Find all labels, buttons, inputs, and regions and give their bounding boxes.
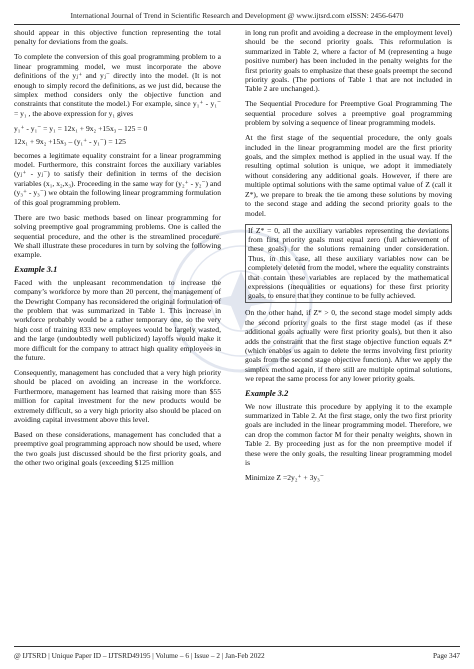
paragraph: There are two basic methods based on linear programming for solving preemptive goal programming problems. One is called the sequential procedure, and the other is the streamlined procedure. We shall illustrate these procedures in turn by solving the following example. [14,212,221,260]
paragraph: The Sequential Procedure for Preemptive Goal Programming The sequential procedure solves a preemptive goal programming problem by solving a sequence of linear programming models. [245,99,452,128]
running-footer [14,651,460,660]
equation: 12x₁ + 9x₂ +15x₃ – (y₁⁺ - y₁⁻) = 125 [14,137,126,147]
paragraph: On the other hand, if Z* > 0, the second stage model simply adds the second priority goals to the first stage model (as if these additional goals actually were first priority goals), but then it also adds the constraint that the first stage objective function equals Z* (which enables us again to delete the terms involving first priority goals from the second stage objective function). After we apply the simplex method again, if there still are multiple optimal solutions, we repeat the same process for any lower priority goals. [245,308,452,384]
section-heading: Example 3.2 [245,389,289,399]
section-heading: Example 3.1 [14,265,58,275]
footer-citation: @ IJTSRD | Unique Paper ID – IJTSRD49195 | Volume – 6 | Issue – 2 | Jan-Feb 2022 [14,651,265,660]
page-number: Page 347 [433,651,460,660]
paragraph: Based on these considerations, management has concluded that a preemptive goal programming approach now should be used, where the two goals just discussed should be the first priority goals, and the other two original goals (exceeding $125 million [14,430,221,468]
equation: Minimize Z =2y₂⁺ + 3y₃⁻ [245,473,324,483]
paragraph: Consequently, management has concluded that a very high priority should be placed on avoiding an increase in the workforce. Furthermore, management has learned that raising more than $55 million for capital investment for the new products would be extremely difficult, so a very high priority also should be placed on avoiding capital investment above this level. [14,367,221,424]
paragraph: Faced with the unpleasant recommendation to increase the company’s workforce by more than 20 percent, the management of the Dewright Company has reconsidered the original formulation of the problem that was summarized in Table 1. This increase in workforce probably would be a rather temporary one, so the very high cost of training 833 new employees would be largely wasted, and the large (undoubtedly well publicized) layoffs would make it more difficult for the company to attract high quality employees in the future. [14,277,221,362]
paragraph: in long run profit and avoiding a decrease in the employment level) should be the second priority goals. This reformulation is summarized in Table 2, where a factor of M (representing a huge positive number) has been included in the penalty weights for the first priority goals to emphasize that these goals preempt the second priority goals. (The portions of Table 1 that are not included in Table 2 are unchanged.). [245,28,452,94]
paragraph: We now illustrate this procedure by applying it to the example summarized in Table 2. At the first stage, only the two first priority goals are included in the linear programming model. Therefore, we can drop the common factor M for their penalty weights, shown in Table 2. By proceeding just as for the non preemptive model if these were the only goals, the resulting linear programming model is [245,401,452,468]
right-column [245,28,452,486]
paragraph: To complete the conversion of this goal programming problem to a linear programming model, we must incorporate the above definitions of the yⱼ⁺ and yⱼ⁻ directly into the model. (It is not enough to simply record the definitions, as we just did, because the simplex method considers only the objective function and constraints that constitute the model.) For example, since y₁⁺ - y₁⁻ = y₁ , the above expression for y₁ gives [14,52,221,118]
left-column [14,28,221,473]
footer-rule [14,646,460,647]
paragraph: becomes a legitimate equality constraint for a linear programming model. Furthermore, this constraint forces the auxiliary variables (yⱼ⁺ - yⱼ⁻) to satisfy their definition in terms of the decision variables (x₁, x₂,x₃). Proceeding in the same way for (y₂⁺ - y₂⁻) and (y₃⁺ - y₃⁻) we obtain the following linear programming formulation of this goal programming problem. [14,150,221,207]
highlighted-paragraph: If Z* = 0, all the auxiliary variables representing the deviations from first priority goals must equal zero (full achievement of these goals) for the solutions remaining under consideration. Thus, in this case, all these auxiliary variables now can be completely deleted from the model, where the equality constraints that contain these variables are replaced by the mathematical expressions (inequalities or equations) for these first priority goals, to ensure that they continue to be fully achieved. [245,224,452,303]
running-header: International Journal of Trend in Scientific Research and Development @ www.ijtsrd.com eISSN: 2456-6470 [70,11,404,20]
header-rule [14,24,460,25]
equation: y₁⁺ - y₁⁻ = y₁ = 12x₁ + 9x₂ +15x₃ – 125 = 0 [14,123,148,133]
paragraph: should appear in this objective function representing the total penalty for deviations from the goals. [14,28,221,47]
paragraph: At the first stage of the sequential procedure, the only goals included in the linear programming model are the first priority goals, and the simplex method is applied in the usual way. If the resulting optimal solution is unique, we adopt it immediately without considering any additional goals. However, if there are multiple optimal solutions with the same optimal value of Z (call it Z*), we prepare to break the tie among these solutions by moving to the second stage and adding the second priority goals to the model. [245,133,452,218]
